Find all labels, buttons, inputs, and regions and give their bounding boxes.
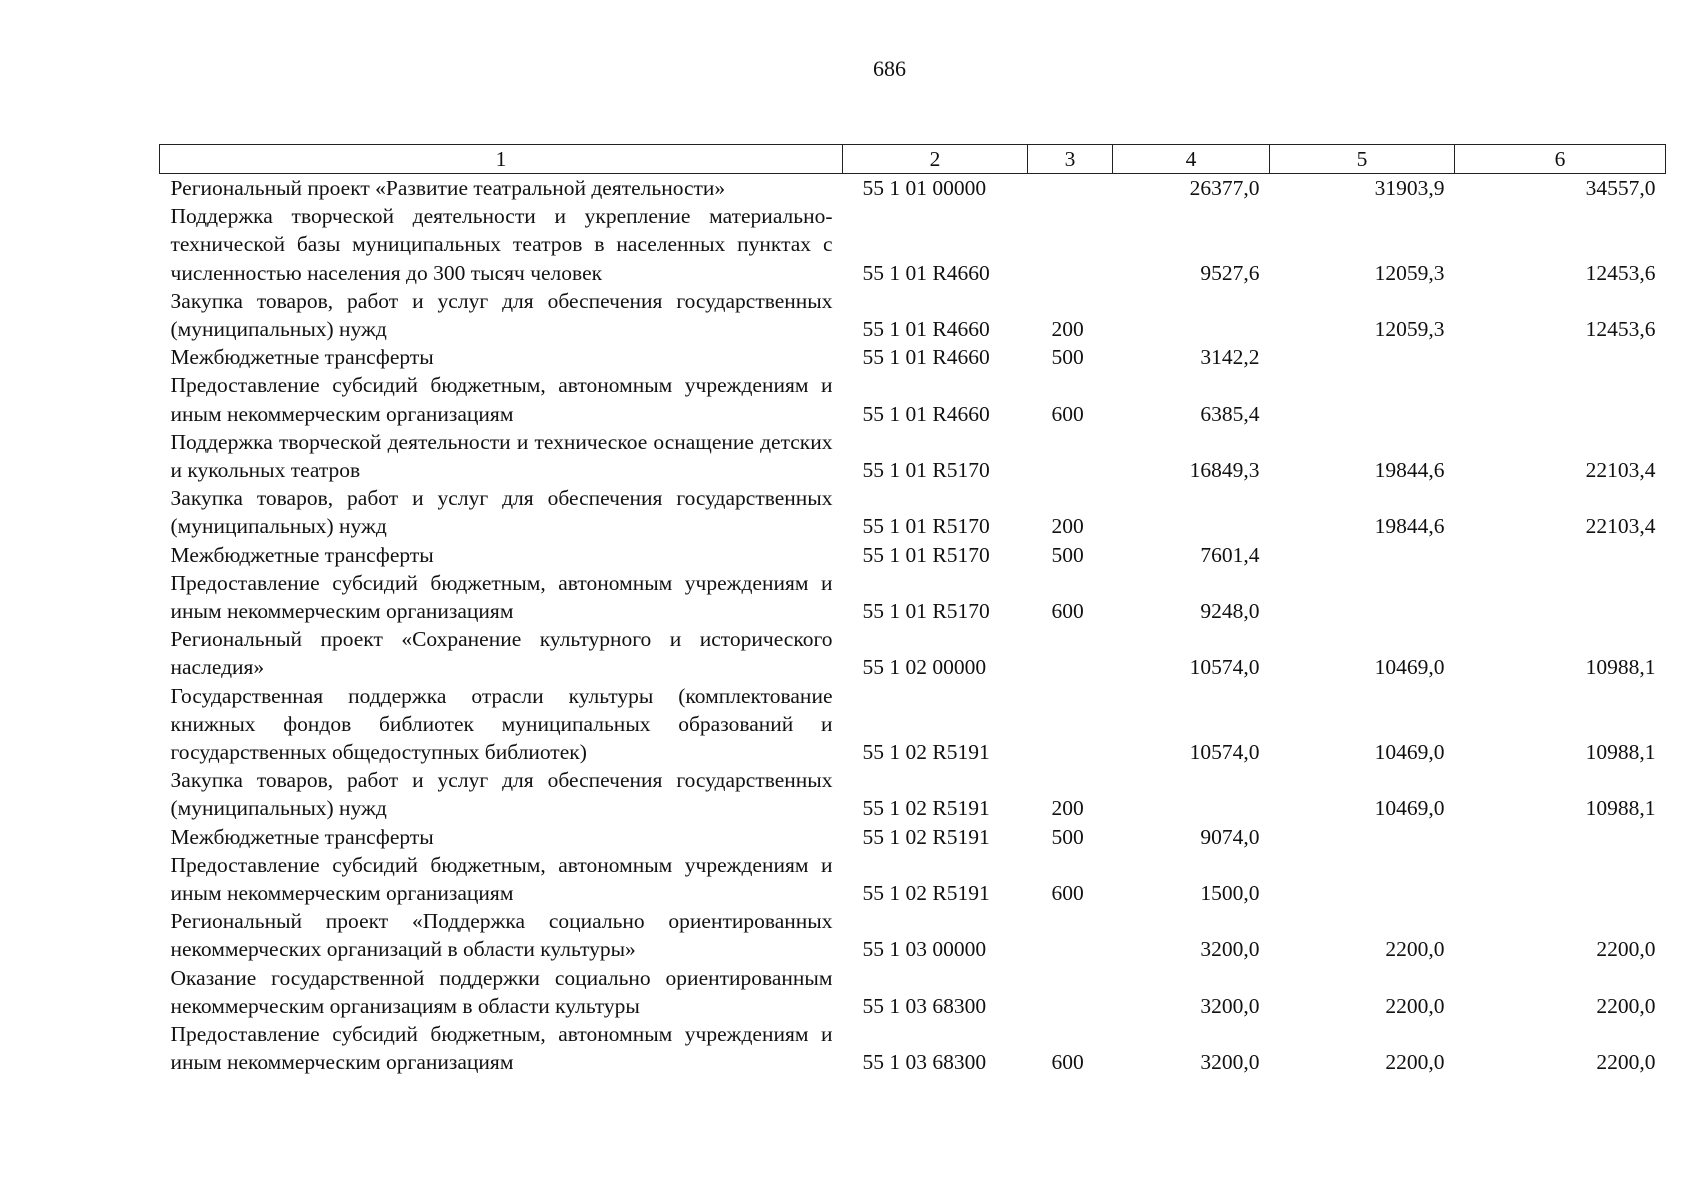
row-expense-type bbox=[1028, 964, 1113, 1020]
row-value-col4 bbox=[1113, 484, 1270, 540]
row-code: 55 1 02 R5191 bbox=[862, 740, 990, 765]
row-value-col4: 3200,0 bbox=[1200, 1050, 1260, 1075]
row-value-col4: 3200,0 bbox=[1200, 993, 1260, 1018]
row-description: Государственная поддержка отрасли культуры (комплектование книжных фондов библиотек муниципальных образований и государственных общедоступных библиотек) bbox=[170, 683, 833, 765]
row-value-col6 bbox=[1455, 569, 1666, 625]
row-description: Предоставление субсидий бюджетным, автономным учреждениям и иным некоммерческим организациям bbox=[170, 1022, 833, 1075]
row-value-col5: 19844,6 bbox=[1374, 458, 1445, 483]
row-code: 55 1 01 R4660 bbox=[862, 345, 990, 370]
row-value-col6 bbox=[1455, 851, 1666, 907]
row-value-col5: 19844,6 bbox=[1374, 514, 1445, 539]
row-code: 55 1 02 R5191 bbox=[862, 881, 990, 906]
row-value-col4: 1500,0 bbox=[1200, 881, 1260, 906]
row-value-col4 bbox=[1113, 766, 1270, 822]
row-value-col5 bbox=[1270, 823, 1455, 851]
row-value-col5: 2200,0 bbox=[1385, 1050, 1445, 1075]
row-expense-type: 200 bbox=[1051, 317, 1084, 342]
table-row bbox=[160, 1020, 1666, 1076]
row-code: 55 1 02 R5191 bbox=[862, 824, 990, 849]
row-description: Межбюджетные трансферты bbox=[170, 824, 434, 849]
row-value-col5: 2200,0 bbox=[1385, 937, 1445, 962]
row-value-col5: 10469,0 bbox=[1374, 655, 1445, 680]
header-row bbox=[160, 145, 1666, 174]
row-value-col4: 6385,4 bbox=[1200, 401, 1260, 426]
table-row bbox=[160, 371, 1666, 427]
table-row bbox=[160, 428, 1666, 484]
row-expense-type: 600 bbox=[1051, 881, 1084, 906]
row-code: 55 1 01 R5170 bbox=[862, 542, 990, 567]
row-value-col4: 9527,6 bbox=[1200, 260, 1260, 285]
row-description: Закупка товаров, работ и услуг для обеспечения государственных (муниципальных) нужд bbox=[170, 486, 833, 539]
row-expense-type: 200 bbox=[1051, 514, 1084, 539]
row-description: Межбюджетные трансферты bbox=[170, 345, 434, 370]
row-code: 55 1 03 00000 bbox=[862, 937, 987, 962]
table-row bbox=[160, 907, 1666, 963]
row-value-col6 bbox=[1455, 823, 1666, 851]
row-value-col6: 12453,6 bbox=[1585, 260, 1656, 285]
table-row bbox=[160, 682, 1666, 767]
column-header-2: 2 bbox=[843, 145, 1028, 174]
row-code: 55 1 03 68300 bbox=[862, 1050, 987, 1075]
row-description: Региональный проект «Сохранение культурного и исторического наследия» bbox=[170, 627, 833, 680]
row-code: 55 1 01 R4660 bbox=[862, 317, 990, 342]
row-value-col6: 10988,1 bbox=[1585, 740, 1656, 765]
row-description: Предоставление субсидий бюджетным, автономным учреждениям и иным некоммерческим организациям bbox=[170, 570, 833, 624]
row-description: Оказание государственной поддержки социально ориентированным некоммерческим организациям в области культуры bbox=[170, 965, 833, 1018]
row-code: 55 1 01 R5170 bbox=[862, 599, 990, 624]
row-value-col5 bbox=[1270, 343, 1455, 371]
row-value-col4: 3200,0 bbox=[1200, 937, 1260, 962]
column-header-4: 4 bbox=[1113, 145, 1270, 174]
row-code: 55 1 02 00000 bbox=[862, 655, 987, 680]
page-number: 686 bbox=[873, 56, 906, 81]
row-value-col4: 10574,0 bbox=[1189, 655, 1260, 680]
row-expense-type bbox=[1028, 202, 1113, 287]
row-value-col4: 7601,4 bbox=[1200, 542, 1260, 567]
budget-table bbox=[159, 144, 1666, 1077]
row-value-col6: 22103,4 bbox=[1585, 514, 1656, 539]
row-value-col5 bbox=[1270, 371, 1455, 427]
row-code: 55 1 03 68300 bbox=[862, 993, 987, 1018]
row-description: Поддержка творческой деятельности и укрепление материально-технической базы муниципальных театров в населенных пунктах с численностью населения до 300 тысяч человек bbox=[170, 204, 833, 285]
row-description: Предоставление субсидий бюджетным, автономным учреждениям и иным некоммерческим организациям bbox=[170, 373, 833, 426]
row-expense-type bbox=[1028, 625, 1113, 681]
row-value-col4: 16849,3 bbox=[1189, 458, 1260, 483]
row-expense-type bbox=[1028, 428, 1113, 484]
row-value-col5: 2200,0 bbox=[1385, 993, 1445, 1018]
row-value-col4: 10574,0 bbox=[1189, 740, 1260, 765]
row-value-col6: 12453,6 bbox=[1585, 317, 1656, 342]
table-row bbox=[160, 766, 1666, 822]
row-value-col6: 2200,0 bbox=[1596, 1050, 1656, 1075]
row-value-col6: 2200,0 bbox=[1596, 993, 1656, 1018]
row-expense-type bbox=[1028, 174, 1113, 203]
table-row bbox=[160, 569, 1666, 625]
row-value-col5 bbox=[1270, 851, 1455, 907]
column-header-6: 6 bbox=[1455, 145, 1666, 174]
row-value-col4: 9074,0 bbox=[1200, 824, 1260, 849]
row-value-col5 bbox=[1270, 541, 1455, 569]
row-description: Региональный проект «Поддержка социально ориентированных некоммерческих организаций в области культуры» bbox=[170, 909, 833, 962]
row-value-col6: 34557,0 bbox=[1585, 176, 1656, 200]
row-value-col4: 9248,0 bbox=[1200, 599, 1260, 624]
table-body bbox=[160, 174, 1666, 1077]
row-description: Предоставление субсидий бюджетным, автономным учреждениям и иным некоммерческим организациям bbox=[170, 852, 833, 906]
row-expense-type: 600 bbox=[1051, 599, 1084, 624]
column-header-1: 1 bbox=[160, 145, 843, 174]
row-expense-type bbox=[1028, 682, 1113, 767]
table-row bbox=[160, 484, 1666, 540]
row-value-col6: 10988,1 bbox=[1585, 796, 1656, 821]
table-row bbox=[160, 343, 1666, 371]
row-value-col6 bbox=[1455, 343, 1666, 371]
row-code: 55 1 01 R5170 bbox=[862, 514, 990, 539]
row-value-col5: 31903,9 bbox=[1374, 176, 1445, 200]
table-row bbox=[160, 625, 1666, 681]
table-row bbox=[160, 851, 1666, 907]
row-value-col6 bbox=[1455, 371, 1666, 427]
row-value-col5: 10469,0 bbox=[1374, 796, 1445, 821]
table-row bbox=[160, 202, 1666, 287]
row-value-col5: 10469,0 bbox=[1374, 740, 1445, 765]
row-value-col4: 26377,0 bbox=[1189, 176, 1260, 200]
row-value-col6: 10988,1 bbox=[1585, 655, 1656, 680]
row-description: Межбюджетные трансферты bbox=[170, 542, 434, 567]
row-expense-type: 500 bbox=[1051, 345, 1084, 370]
row-code: 55 1 01 R4660 bbox=[862, 260, 990, 285]
table-row bbox=[160, 174, 1666, 203]
table-header bbox=[160, 145, 1666, 174]
column-header-3: 3 bbox=[1028, 145, 1113, 174]
row-value-col6: 2200,0 bbox=[1596, 937, 1656, 962]
row-value-col4 bbox=[1113, 287, 1270, 343]
row-expense-type bbox=[1028, 907, 1113, 963]
column-header-5: 5 bbox=[1270, 145, 1455, 174]
row-expense-type: 600 bbox=[1051, 401, 1084, 426]
row-value-col5 bbox=[1270, 569, 1455, 625]
row-value-col5: 12059,3 bbox=[1374, 260, 1445, 285]
row-code: 55 1 02 R5191 bbox=[862, 796, 990, 821]
row-expense-type: 600 bbox=[1051, 1050, 1084, 1075]
row-description: Региональный проект «Развитие театральной деятельности» bbox=[170, 176, 726, 200]
row-value-col6 bbox=[1455, 541, 1666, 569]
row-expense-type: 500 bbox=[1051, 542, 1084, 567]
row-code: 55 1 01 R5170 bbox=[862, 458, 990, 483]
row-description: Поддержка творческой деятельности и техническое оснащение детских и кукольных театров bbox=[170, 429, 833, 483]
row-code: 55 1 01 00000 bbox=[862, 176, 987, 200]
table-row bbox=[160, 964, 1666, 1020]
row-code: 55 1 01 R4660 bbox=[862, 401, 990, 426]
row-value-col4: 3142,2 bbox=[1200, 345, 1260, 370]
row-expense-type: 200 bbox=[1051, 796, 1084, 821]
row-value-col6: 22103,4 bbox=[1585, 458, 1656, 483]
row-description: Закупка товаров, работ и услуг для обеспечения государственных (муниципальных) нужд bbox=[170, 288, 833, 342]
table-row bbox=[160, 541, 1666, 569]
table-row bbox=[160, 287, 1666, 343]
row-description: Закупка товаров, работ и услуг для обеспечения государственных (муниципальных) нужд bbox=[170, 768, 833, 821]
row-expense-type: 500 bbox=[1051, 824, 1084, 849]
table-row bbox=[160, 823, 1666, 851]
row-value-col5: 12059,3 bbox=[1374, 317, 1445, 342]
